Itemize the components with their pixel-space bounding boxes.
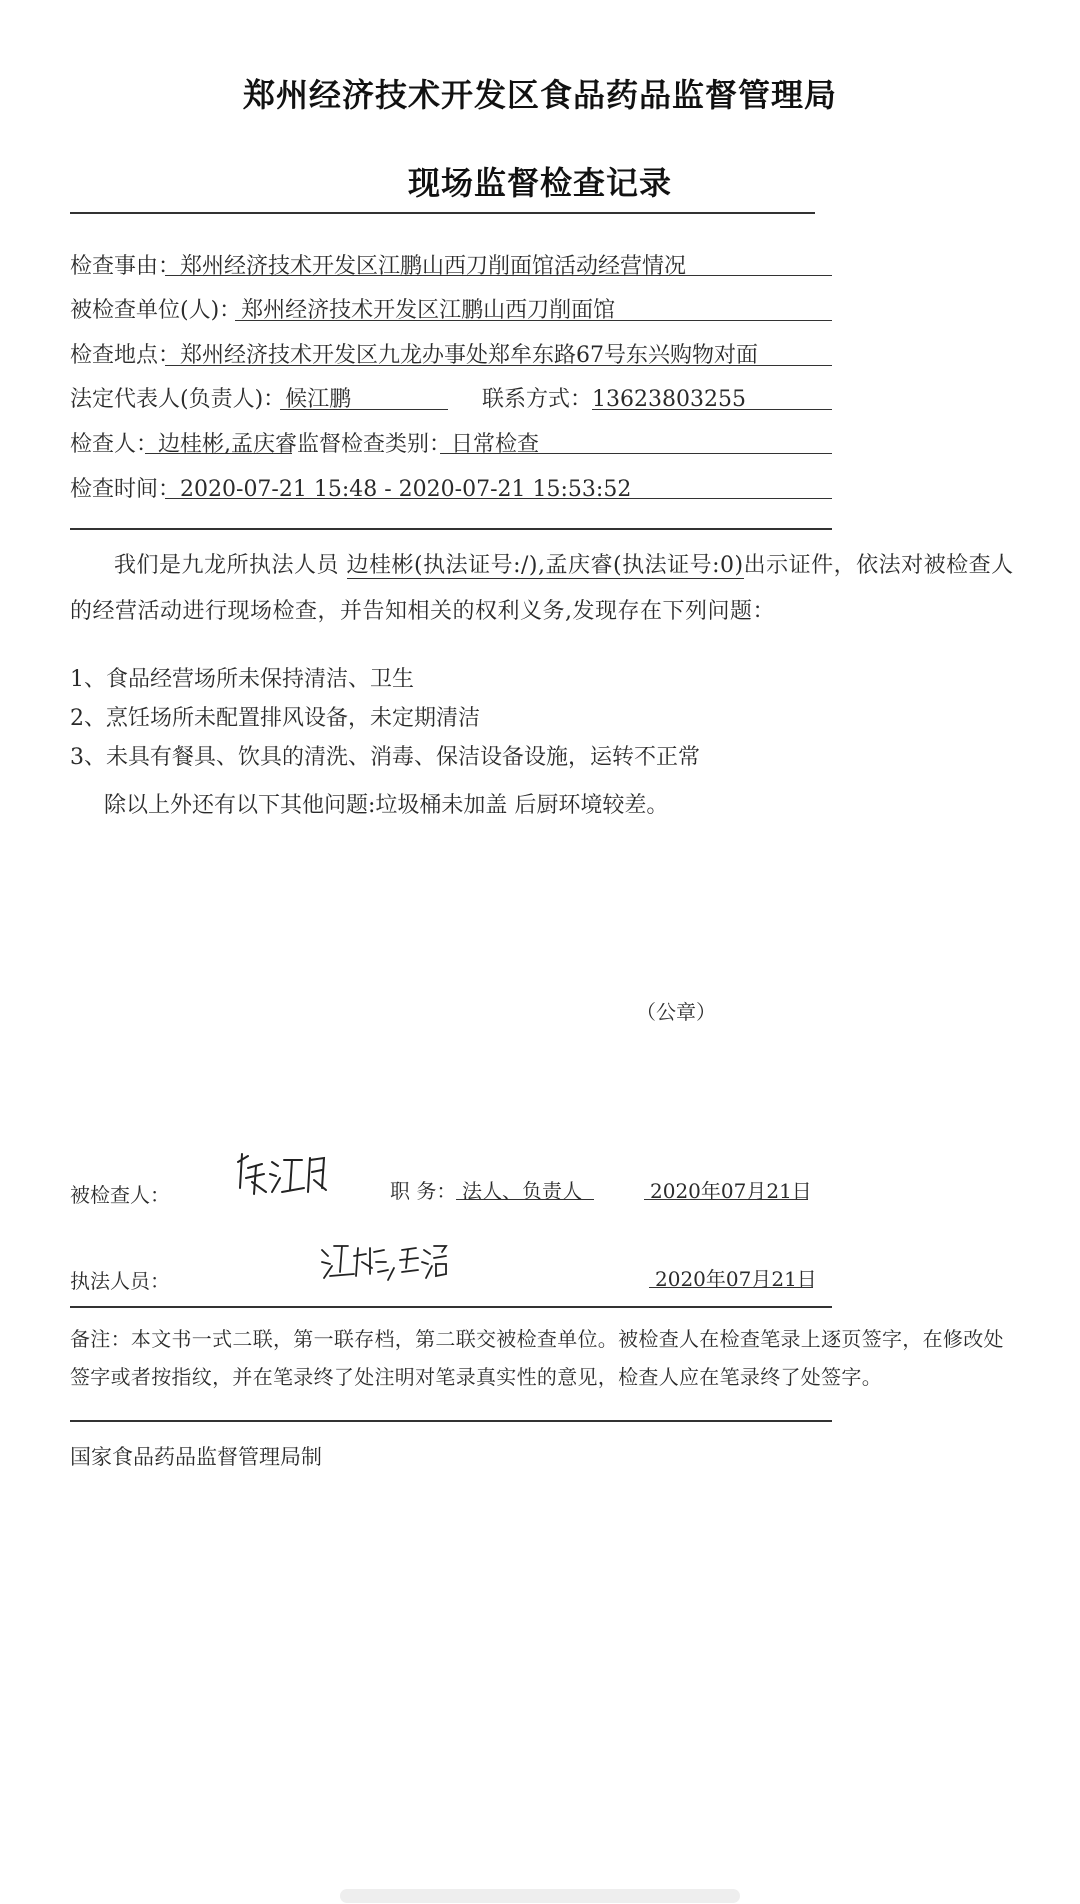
remarks-note: 备注：本文书一式二联，第一联存档，第二联交被检查单位。被检查人在检查笔录上逐页签字，在修改处签字或者按指纹，并在笔录终了处注明对笔录真实性的意见，检查人应在笔录终了处签字。 xyxy=(70,1327,1004,1389)
other-issues: 除以上外还有以下其他问题:垃圾桶未加盖 后厨环境较差。 xyxy=(104,793,669,818)
title-divider xyxy=(70,212,815,214)
field-legal-rep xyxy=(70,385,351,415)
position-underline xyxy=(456,1199,594,1200)
issue-item: 1、食品经营场所未保持清洁、卫生 xyxy=(70,667,414,692)
intro-suffix: 出示证件，依法对被检查人的经营活动进行现场检查，并告知相关的权利义务,发现存在下列问题： xyxy=(70,553,1014,624)
field-inspector xyxy=(70,430,539,460)
legal-rep-value: 候江鹏 xyxy=(285,387,352,412)
officer-signature xyxy=(318,1238,448,1284)
time-label: 检查时间： xyxy=(70,477,181,502)
category-label: 监督检查类别： xyxy=(297,432,452,457)
time-underline xyxy=(165,498,832,499)
legal-rep-underline xyxy=(280,409,448,410)
field-reason xyxy=(70,252,686,282)
category-underline xyxy=(440,453,832,454)
inspected-label: 被检查人： xyxy=(70,1183,170,1207)
field-time xyxy=(70,475,631,505)
officer-date: 2020年07月21日 xyxy=(655,1267,817,1291)
location-value: 郑州经济技术开发区九龙办事处郑牟东路67号东兴购物对面 xyxy=(180,343,759,368)
fields-divider xyxy=(70,528,832,530)
officer-label: 执法人员： xyxy=(70,1269,170,1293)
unit-underline xyxy=(235,320,832,321)
field-location xyxy=(70,341,758,371)
officer-date-underline xyxy=(649,1287,813,1288)
unit-label: 被检查单位(人)： xyxy=(70,298,242,323)
note-divider xyxy=(70,1420,832,1422)
location-label: 检查地点： xyxy=(70,343,181,368)
inspector-underline xyxy=(145,453,292,454)
field-unit xyxy=(70,296,615,326)
inspector-label: 检查人： xyxy=(70,432,159,457)
legal-rep-label: 法定代表人(负责人)： xyxy=(70,387,286,412)
home-indicator xyxy=(340,1889,740,1903)
intro-officers: 边桂彬(执法证号:/),孟庆睿(执法证号:0) xyxy=(346,553,744,578)
official-seal-label: （公章） xyxy=(636,1000,716,1024)
agency-title: 郑州经济技术开发区食品药品监督管理局 xyxy=(242,76,837,114)
inspected-date-underline xyxy=(644,1199,808,1200)
contact-label: 联系方式： xyxy=(482,387,593,412)
time-value: 2020-07-21 15:48 - 2020-07-21 15:53:52 xyxy=(180,477,632,502)
contact-value: 13623803255 xyxy=(592,387,746,412)
inspector-value: 边桂彬,孟庆睿 xyxy=(158,432,298,457)
position-value: 法人、负责人 xyxy=(462,1179,582,1203)
document-title: 现场监督检查记录 xyxy=(407,164,672,202)
issuing-authority-footer: 国家食品药品监督管理局制 xyxy=(70,1445,322,1469)
contact-underline xyxy=(592,409,832,410)
signature-divider xyxy=(70,1306,832,1308)
category-value: 日常检查 xyxy=(451,432,540,457)
intro-prefix: 我们是九龙所执法人员 xyxy=(114,553,340,578)
field-contact xyxy=(482,385,746,415)
unit-value: 郑州经济技术开发区江鹏山西刀削面馆 xyxy=(241,298,616,323)
intro-paragraph xyxy=(70,543,1015,635)
location-underline xyxy=(165,365,832,366)
reason-underline xyxy=(165,275,832,276)
issue-item: 2、烹饪场所未配置排风设备，未定期清洁 xyxy=(70,706,480,731)
reason-label: 检查事由： xyxy=(70,254,181,279)
inspected-signature xyxy=(234,1148,334,1198)
position-label: 职 务： xyxy=(390,1179,457,1203)
issue-item: 3、未具有餐具、饮具的清洗、消毒、保洁设备设施，运转不正常 xyxy=(70,745,700,770)
reason-value: 郑州经济技术开发区江鹏山西刀削面馆活动经营情况 xyxy=(180,254,687,279)
inspected-date: 2020年07月21日 xyxy=(650,1179,812,1203)
